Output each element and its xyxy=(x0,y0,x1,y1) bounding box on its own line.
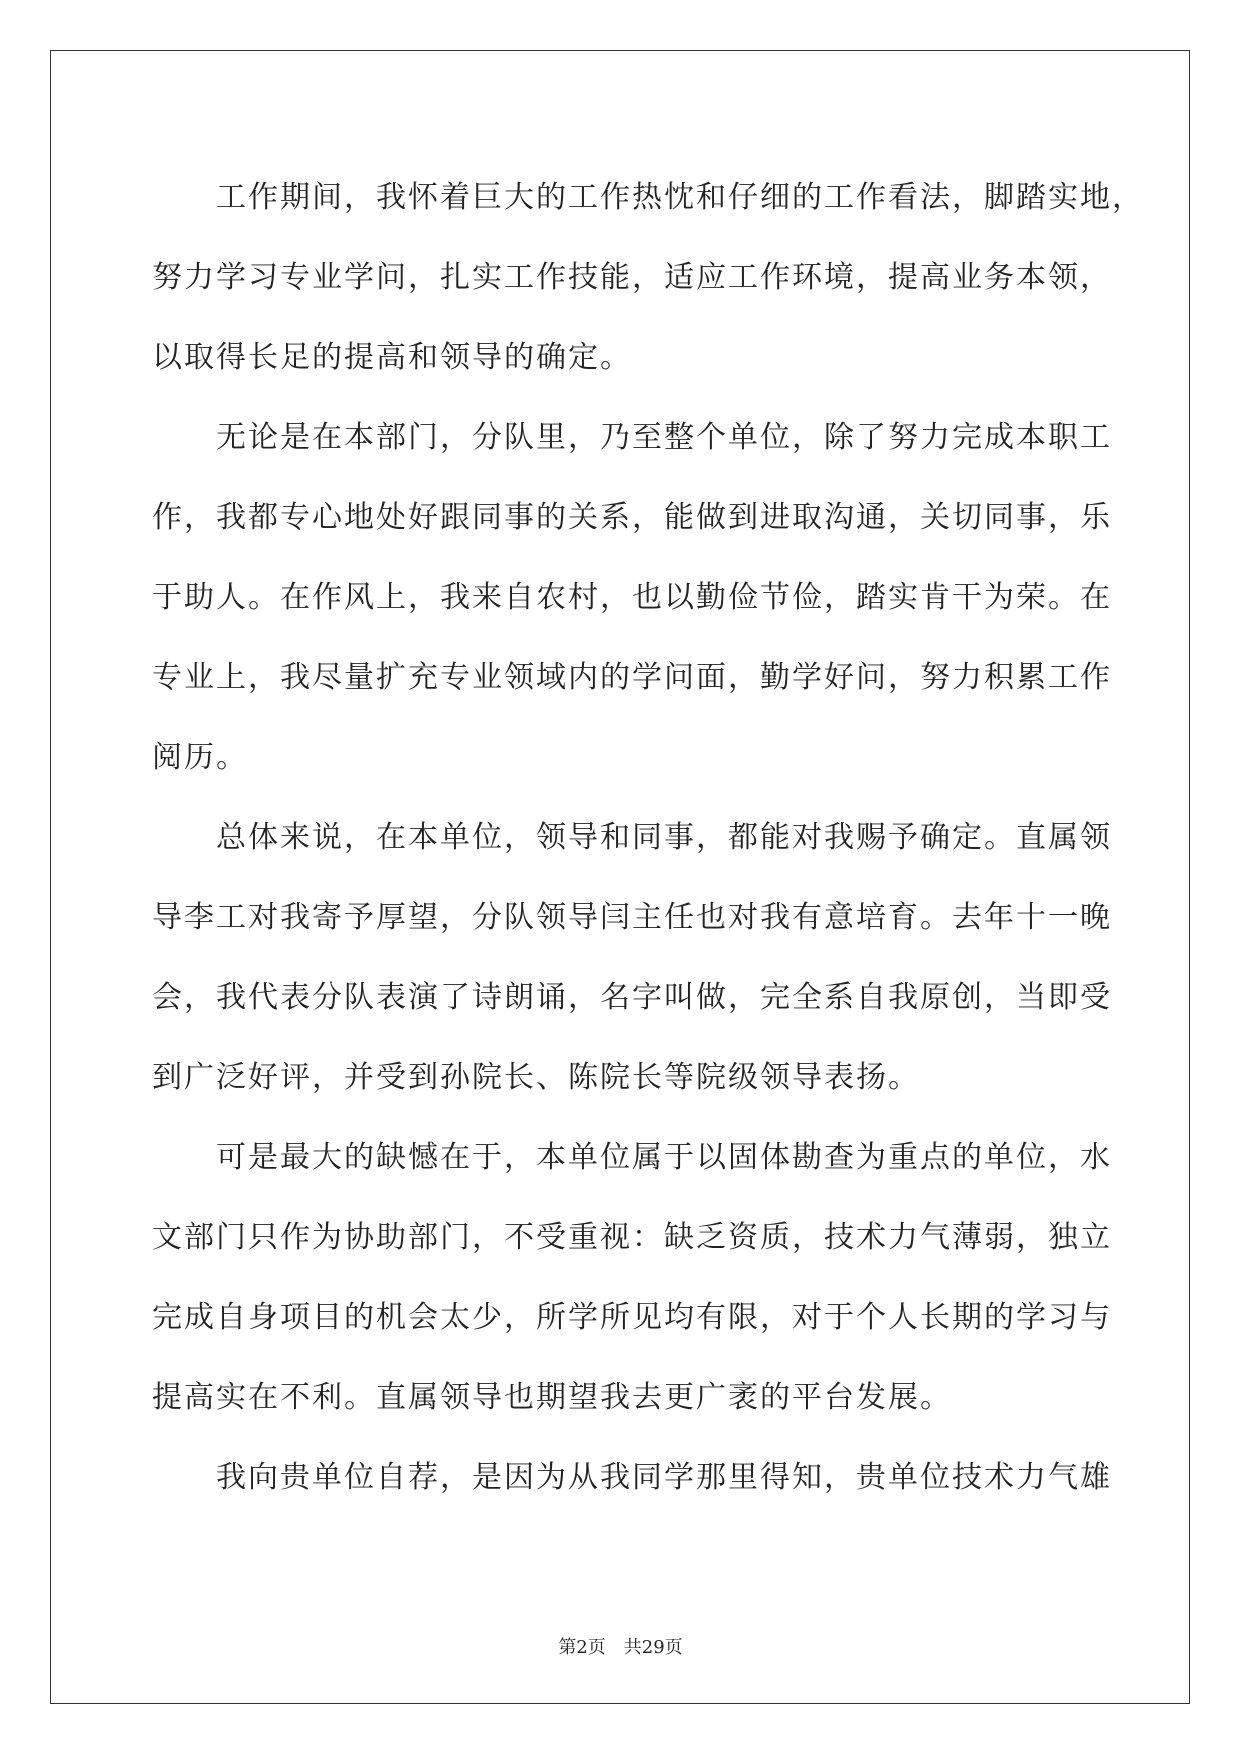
paragraph-2-line-2: 作，我都专心地处好跟同事的关系，能做到进取沟通，关切同事，乐 xyxy=(152,500,1112,535)
paragraph-1-line-2: 努力学习专业学问，扎实工作技能，适应工作环境，提高业务本领， xyxy=(152,260,1112,295)
paragraph-2-line-4: 专业上，我尽量扩充专业领域内的学问面，勤学好问，努力积累工作 xyxy=(152,660,1112,695)
paragraph-3-line-1: 总体来说，在本单位，领导和同事，都能对我赐予确定。直属领 xyxy=(216,820,1112,855)
paragraph-4-line-1: 可是最大的缺憾在于，本单位属于以固体勘查为重点的单位，水 xyxy=(216,1140,1112,1175)
paragraph-3-line-3: 会，我代表分队表演了诗朗诵，名字叫做，完全系自我原创，当即受 xyxy=(152,980,1112,1015)
page-footer xyxy=(0,1633,1241,1659)
paragraph-5-line-1: 我向贵单位自荐，是因为从我同学那里得知，贵单位技术力气雄 xyxy=(216,1460,1112,1495)
paragraph-2-line-5: 阅历。 xyxy=(152,740,248,775)
paragraph-1-line-1: 工作期间，我怀着巨大的工作热忱和仔细的工作看法，脚踏实地， xyxy=(216,180,1144,215)
paragraph-2-line-3: 于助人。在作风上，我来自农村，也以勤俭节俭，踏实肯干为荣。在 xyxy=(152,580,1112,615)
paragraph-4-line-2: 文部门只作为协助部门，不受重视：缺乏资质，技术力气薄弱，独立 xyxy=(152,1220,1112,1255)
current-page-number: 第2页 xyxy=(558,1637,606,1658)
paragraph-4-line-3: 完成自身项目的机会太少，所学所见均有限，对于个人长期的学习与 xyxy=(152,1300,1112,1335)
paragraph-1-line-3: 以取得长足的提高和领导的确定。 xyxy=(152,340,632,375)
paragraph-3-line-2: 导李工对我寄予厚望，分队领导闫主任也对我有意培育。去年十一晚 xyxy=(152,900,1112,935)
paragraph-4-line-4: 提高实在不利。直属领导也期望我去更广袤的平台发展。 xyxy=(152,1380,952,1415)
total-page-count: 共29页 xyxy=(623,1637,683,1658)
paragraph-3-line-4: 到广泛好评，并受到孙院长、陈院长等院级领导表扬。 xyxy=(152,1060,920,1095)
document-body xyxy=(152,158,1144,1518)
paragraph-2-line-1: 无论是在本部门，分队里，乃至整个单位，除了努力完成本职工 xyxy=(216,420,1112,455)
